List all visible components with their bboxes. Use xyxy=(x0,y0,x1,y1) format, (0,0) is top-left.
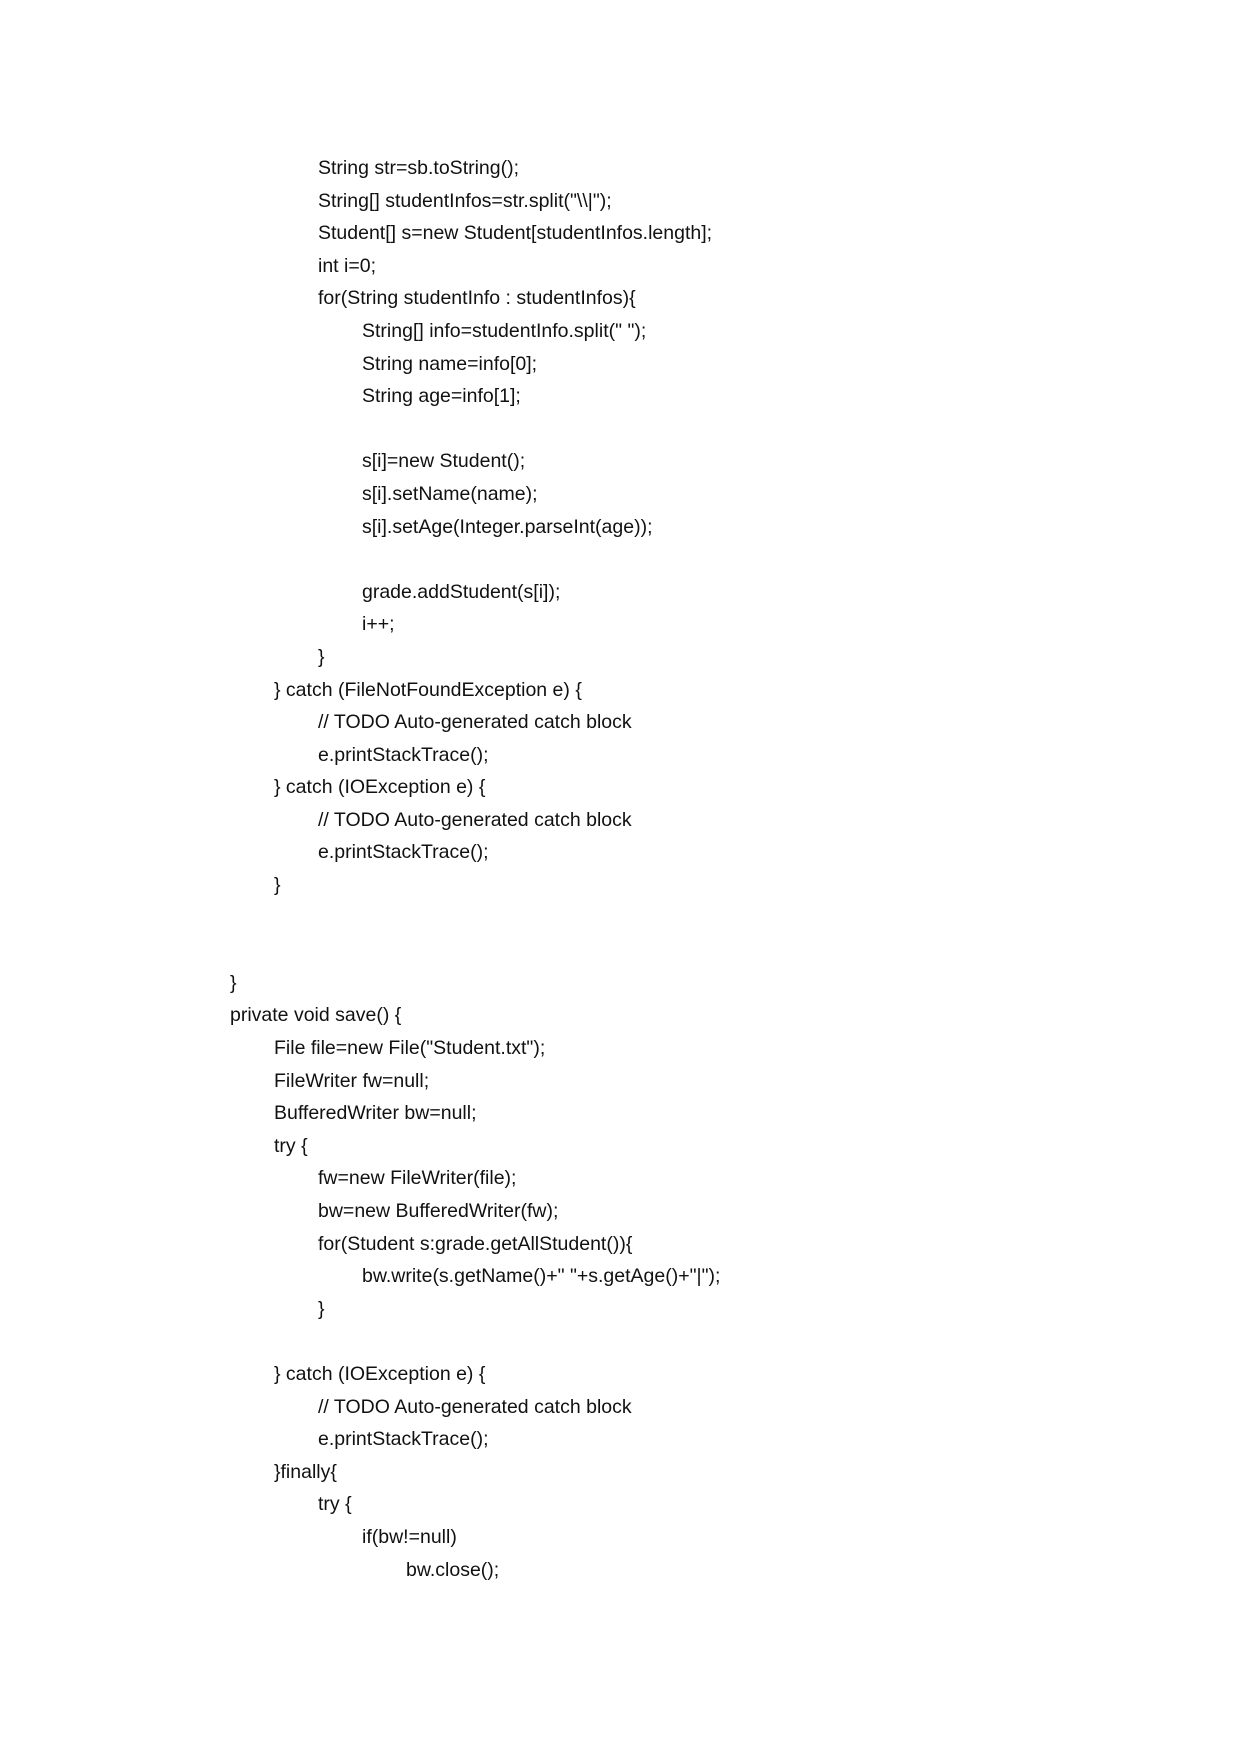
code-line-text: for(Student s:grade.getAllStudent()){ xyxy=(318,1232,633,1255)
code-line xyxy=(0,511,1241,544)
code-line xyxy=(0,934,1241,967)
code-line xyxy=(0,869,1241,902)
code-line xyxy=(0,1293,1241,1326)
code-line xyxy=(0,641,1241,674)
code-line-text: e.printStackTrace(); xyxy=(318,1428,489,1451)
code-line-text: } xyxy=(318,1297,325,1320)
code-line-text: String age=info[1]; xyxy=(362,385,521,408)
code-line xyxy=(0,1162,1241,1195)
code-line-text: Student[] s=new Student[studentInfos.length]; xyxy=(318,222,713,245)
code-line xyxy=(0,771,1241,804)
code-line xyxy=(0,902,1241,935)
code-line xyxy=(0,413,1241,446)
code-line-text: } xyxy=(274,874,281,897)
code-line xyxy=(0,836,1241,869)
code-line-text: } xyxy=(230,971,237,994)
code-line-text: for(String studentInfo : studentInfos){ xyxy=(318,287,636,310)
code-line xyxy=(0,999,1241,1032)
code-line xyxy=(0,445,1241,478)
code-line xyxy=(0,1130,1241,1163)
code-line-text: e.printStackTrace(); xyxy=(318,743,489,766)
code-line-text: s[i].setAge(Integer.parseInt(age)); xyxy=(362,515,653,538)
code-line xyxy=(0,706,1241,739)
code-line xyxy=(0,1358,1241,1391)
code-line xyxy=(0,185,1241,218)
code-line-text: try { xyxy=(318,1493,352,1516)
code-line-text: s[i]=new Student(); xyxy=(362,450,526,473)
code-line-text: e.printStackTrace(); xyxy=(318,841,489,864)
code-line-text: String[] studentInfos=str.split("\\|"); xyxy=(318,189,612,212)
code-line xyxy=(0,674,1241,707)
code-line xyxy=(0,1391,1241,1424)
code-line xyxy=(0,250,1241,283)
code-line xyxy=(0,608,1241,641)
code-line-text: try { xyxy=(274,1134,308,1157)
code-line xyxy=(0,1521,1241,1554)
code-line-text: // TODO Auto-generated catch block xyxy=(318,711,632,734)
code-line xyxy=(0,478,1241,511)
code-line xyxy=(0,282,1241,315)
code-line-text: }finally{ xyxy=(274,1460,337,1483)
code-line xyxy=(0,217,1241,250)
code-line-text: i++; xyxy=(362,613,395,636)
code-line xyxy=(0,1423,1241,1456)
code-line xyxy=(0,1032,1241,1065)
code-line-text: bw.write(s.getName()+" "+s.getAge()+"|"); xyxy=(362,1265,721,1288)
code-line xyxy=(0,315,1241,348)
code-line xyxy=(0,1554,1241,1587)
code-line-text: String str=sb.toString(); xyxy=(318,157,520,179)
code-line-text: } catch (FileNotFoundException e) { xyxy=(274,678,582,701)
code-line xyxy=(0,1488,1241,1521)
code-line xyxy=(0,576,1241,609)
code-line xyxy=(0,1195,1241,1228)
code-line-text: bw.close(); xyxy=(406,1558,500,1581)
code-line xyxy=(0,348,1241,381)
code-line xyxy=(0,380,1241,413)
code-line-text: s[i].setName(name); xyxy=(362,482,538,505)
code-line xyxy=(0,1325,1241,1358)
code-line-text: // TODO Auto-generated catch block xyxy=(318,808,632,831)
code-line-text: grade.addStudent(s[i]); xyxy=(362,580,561,603)
code-line-text: String name=info[0]; xyxy=(362,352,538,375)
code-line xyxy=(0,1228,1241,1261)
code-line-text: // TODO Auto-generated catch block xyxy=(318,1395,632,1418)
code-line xyxy=(0,967,1241,1000)
code-line xyxy=(0,1456,1241,1489)
code-line-text: int i=0; xyxy=(318,254,376,277)
code-line-text: } catch (IOException e) { xyxy=(274,776,486,799)
code-line-text: String[] info=studentInfo.split(" "); xyxy=(362,319,647,342)
code-line xyxy=(0,1260,1241,1293)
code-line xyxy=(0,543,1241,576)
code-line xyxy=(0,739,1241,772)
code-line xyxy=(0,804,1241,837)
code-line-text: FileWriter fw=null; xyxy=(274,1069,430,1092)
code-line xyxy=(0,1097,1241,1130)
code-line-text: } xyxy=(318,645,325,668)
code-line xyxy=(0,1065,1241,1098)
code-listing xyxy=(0,152,1241,1586)
code-line-text: BufferedWriter bw=null; xyxy=(274,1102,477,1125)
code-line-text: } catch (IOException e) { xyxy=(274,1362,486,1385)
code-line-text: if(bw!=null) xyxy=(362,1525,457,1548)
code-line-text: bw=new BufferedWriter(fw); xyxy=(318,1200,559,1222)
code-line-text: fw=new FileWriter(file); xyxy=(318,1167,517,1190)
code-line-text: File file=new File("Student.txt"); xyxy=(274,1037,546,1060)
code-line-text: private void save() { xyxy=(230,1004,402,1027)
code-line xyxy=(0,152,1241,185)
